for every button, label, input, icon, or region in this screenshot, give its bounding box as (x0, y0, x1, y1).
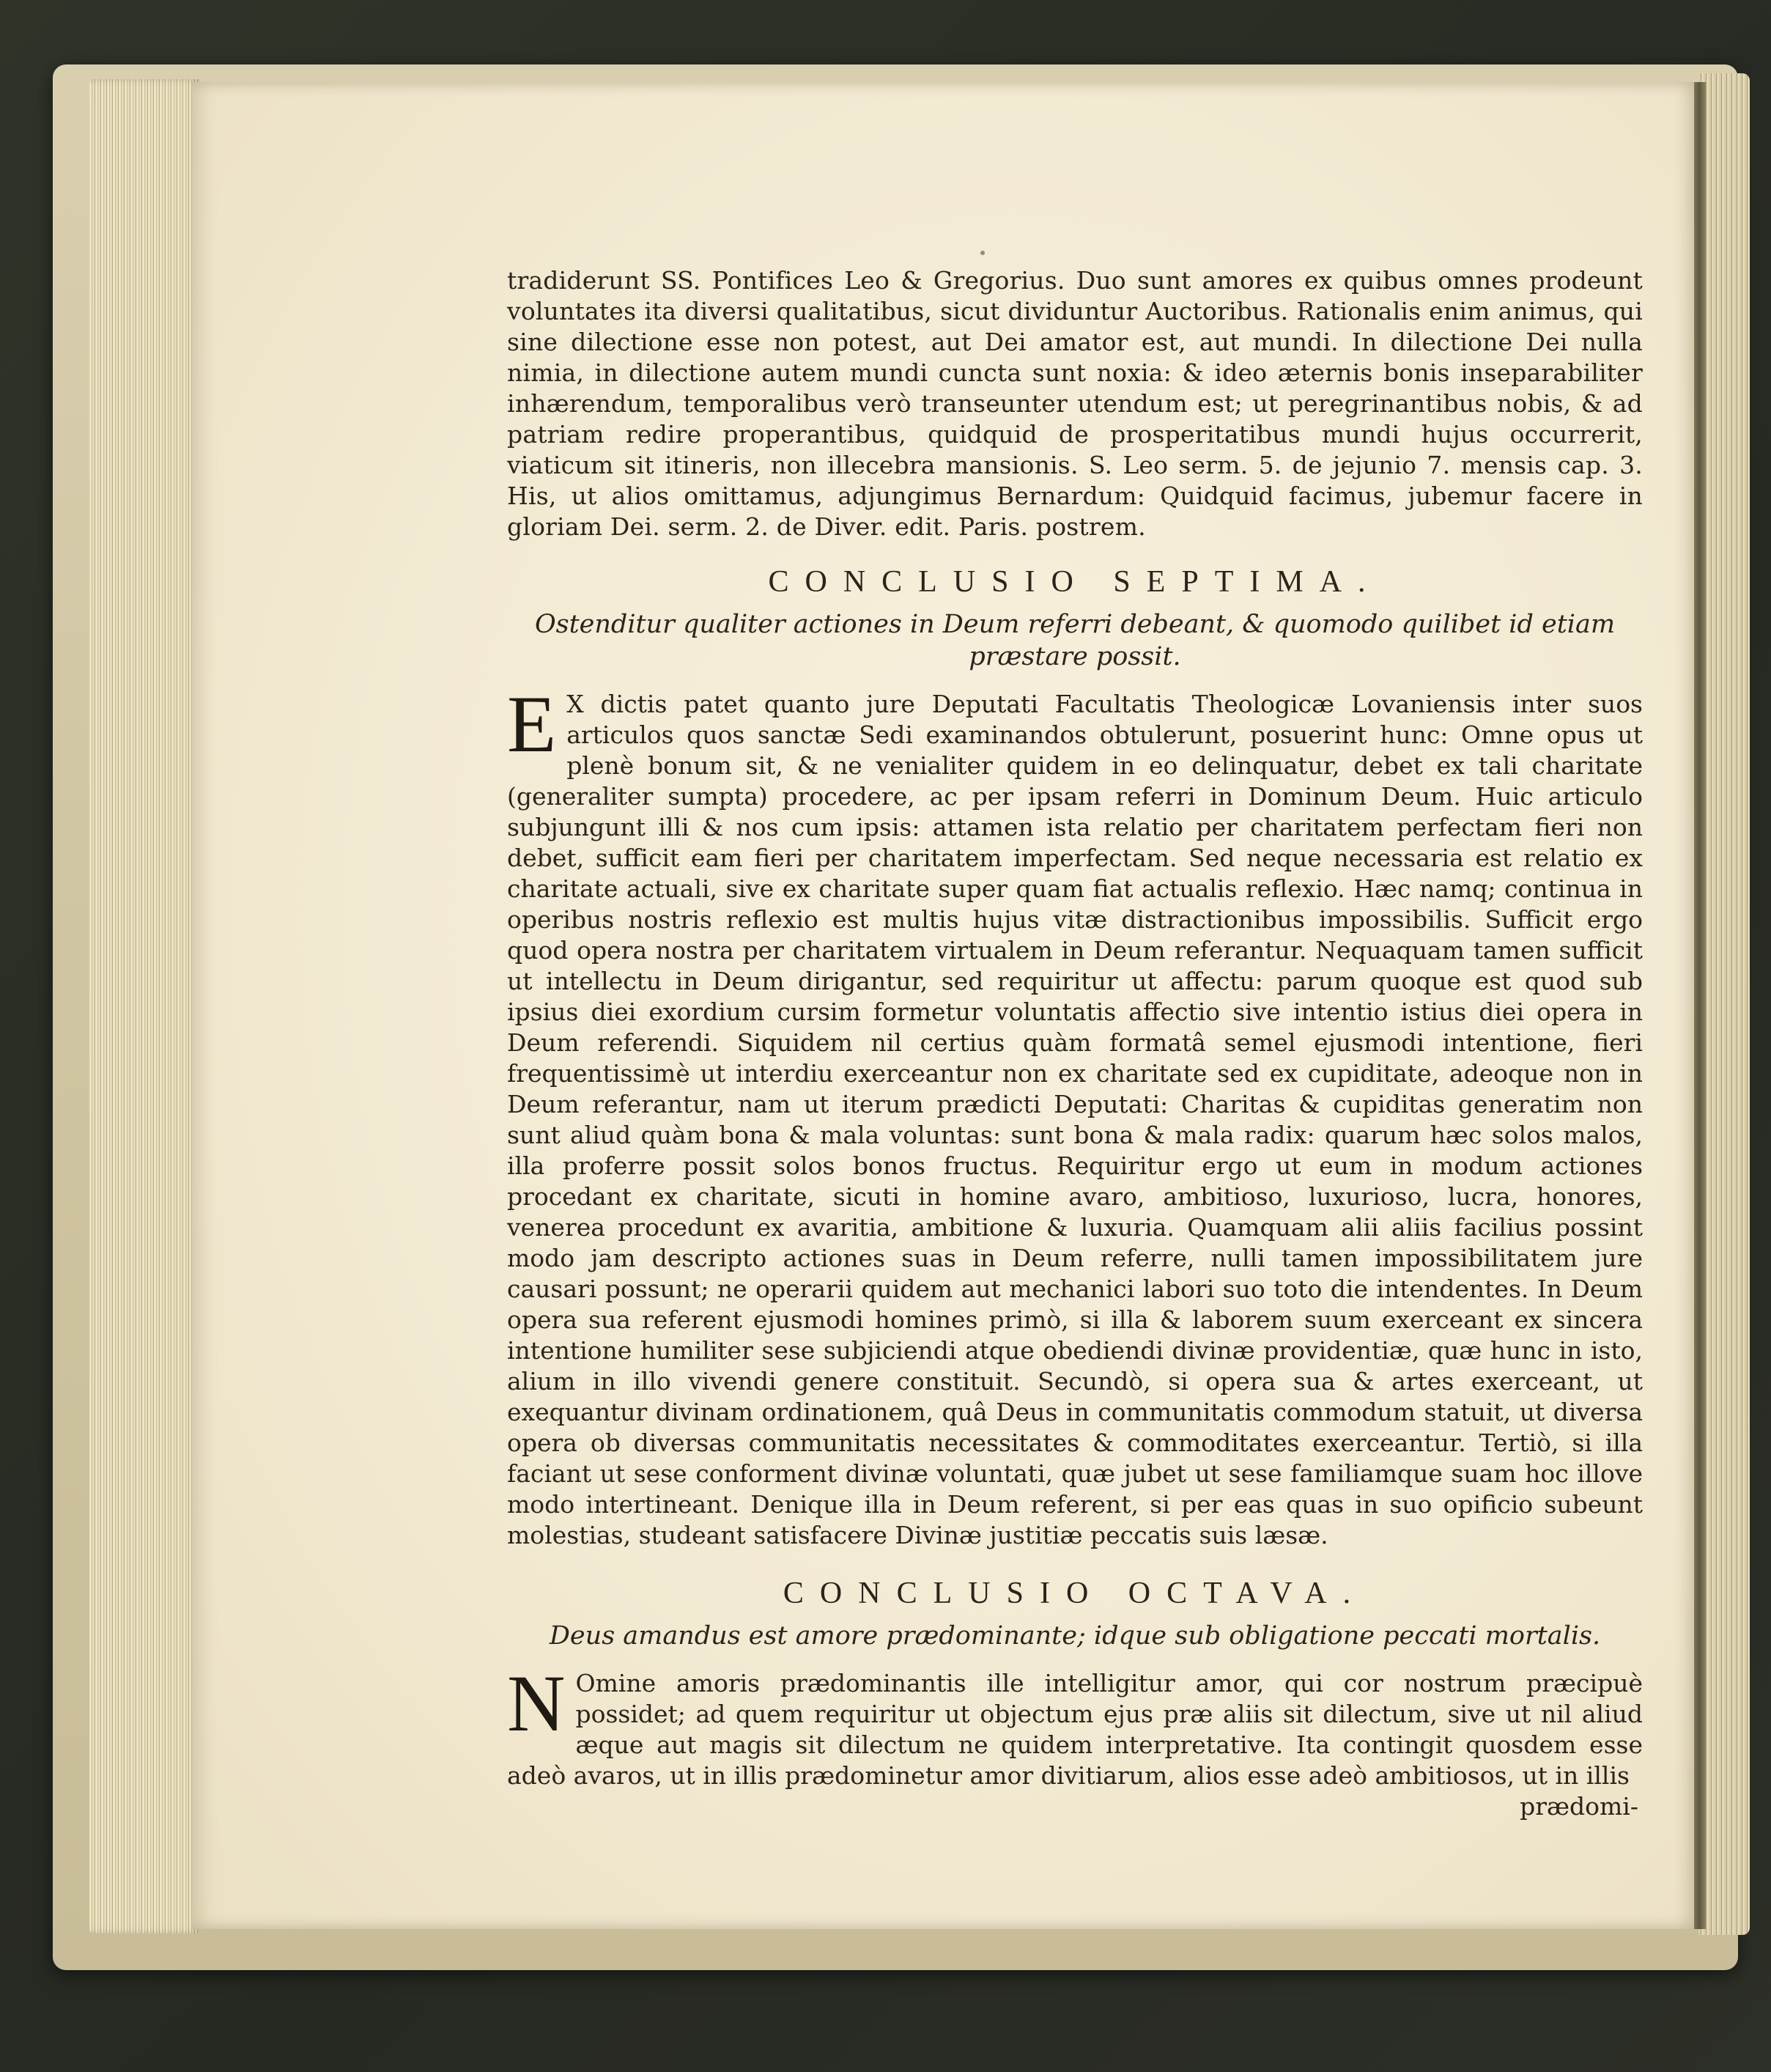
subheading-septima: Ostenditur qualiter actiones in Deum referri debeant, & quomodo quilibet id etiam præstare possit. (534, 610, 1616, 671)
ink-spot (980, 251, 985, 255)
page-block-edge-right (1698, 73, 1750, 1935)
book-page (192, 82, 1694, 1929)
paragraph-top: tradiderunt SS. Pontifices Leo & Gregorius. Duo sunt amores ex quibus omnes prodeunt voluntates ita diversi qualitatibus, sicut dividuntur Auctoribus. Rationalis enim animus, qui sine dilectione esse non potest, aut Dei amator est, aut mundi. In dilectione Dei nulla nimia, in dilectione autem mundi cuncta sunt noxia: & ideo æternis bonis inseparabiliter inhærendum, temporalibus verò transeunter utendum est; ut peregrinantibus nobis, & ad patriam redire properantibus, quidquid de prosperitatibus mundi hujus occurrerit, viaticum sit itineris, non illecebra mansionis. S. Leo serm. 5. de jejunio 7. mensis cap. 3. His, ut alios omittamus, adjungimus Bernardum: Quidquid facimus, jubemur facere in gloriam Dei. serm. 2. de Diver. edit. Paris. postrem. (507, 266, 1643, 541)
heading-conclusio-septima: CONCLUSIO SEPTIMA. (768, 565, 1382, 599)
page-block-edge-left (89, 79, 199, 1933)
subheading-octava: Deus amandus est amore prædominante; idque sub obligatione peccati mortalis. (549, 1621, 1601, 1651)
text-block (507, 265, 1643, 1822)
heading-conclusio-octava: CONCLUSIO OCTAVA. (783, 1577, 1367, 1610)
paragraph-septima-text: X dictis patet quanto jure Deputati Facultatis Theologicæ Lovaniensis inter suos articulos quos sanctæ Sedi examinandos obtulerunt, posuerint hunc: Omne opus ut plenè bonum sit, & ne venialiter quidem in eo delinquatur, debet ex tali charitate (generaliter sumpta) procedere, ac per ipsam referri in Dominum Deum. Huic articulo subjungunt illi & nos cum ipsis: attamen ista relatio per charitatem perfectam fieri non debet, sufficit eam fieri per charitatem imperfectam. Sed neque necessaria est relatio ex charitate actuali, sive ex charitate super quam fiat actualis reflexio. Hæc namq; continua in operibus nostris reflexio est multis hujus vitæ distractionibus impossibilis. Sufficit ergo quod opera nostra per charitatem virtualem in Deum referantur. Nequaquam tamen sufficit ut intellectu in Deum dirigantur, sed requiritur ut affectu: parum quoque est quod sub ipsius diei exordium cursim formetur voluntatis affectio sive intentio istius diei opera in Deum referendi. Siquidem nil certius quàm formatâ semel ejusmodi intentione, fieri frequentissimè ut interdiu exerceantur non ex charitate sed ex cupiditate, adeoque non in Deum referantur, nam ut iterum prædicti Deputati: Charitas & cupiditas generatim non sunt aliud quàm bona & mala voluntas: sunt bona & mala radix: quarum hæc solos malos, illa proferre possit solos bonos fructus. Requiritur ergo ut eum in modum actiones procedant ex charitate, sicuti in homine avaro, ambitioso, luxurioso, lucra, honores, venerea procedunt ex avaritia, ambitione & luxuria. Quamquam alii aliis facilius possint modo jam descripto actiones suas in Deum referre, nulli tamen impossibilitatem jure causari possunt; ne operarii quidem aut mechanici labori suo toto die intendentes. In Deum opera sua referent ejusmodi homines primò, si illa & laborem suum exerceant ex sincera intentione humiliter sese subjiciendi atque obediendi divinæ providentiæ, quæ hunc in isto, alium in illo vivendi genere constituit. Secundò, si opera sua & artes exerceant, ut exequantur divinam ordinationem, quâ Deus in communitatis commodum statuit, ut diversa opera ob diversas communitatis necessitates & commoditates exerceantur. Tertiò, si illa faciant ut sese conforment divinæ voluntati, quæ jubet ut sese familiamque suam hoc illove modo intertineant. Denique illa in Deum referent, si per eas quas in suo opificio subeunt molestias, studeant satisfacere Divinæ justitiæ peccatis suis læsæ. (507, 690, 1643, 1549)
paragraph-septima (507, 679, 1643, 1551)
drop-cap-n: N (507, 1659, 566, 1748)
paragraph-octava (507, 1659, 1643, 1791)
drop-cap-e: E (507, 679, 557, 769)
paragraph-octava-text: Omine amoris prædominantis ille intelligitur amor, qui cor nostrum præcipuè possidet; ad quem requiritur ut objectum ejus præ aliis sit dilectum, sive ut nil aliud æque aut magis sit dilectum ne quidem interpretative. Ita contingit quosdem esse adeò avaros, ut in illis prædominetur amor divitiarum, alios esse adeò ambitiosos, ut in illis (507, 1669, 1643, 1790)
catchword: prædomi- (1520, 1792, 1638, 1821)
